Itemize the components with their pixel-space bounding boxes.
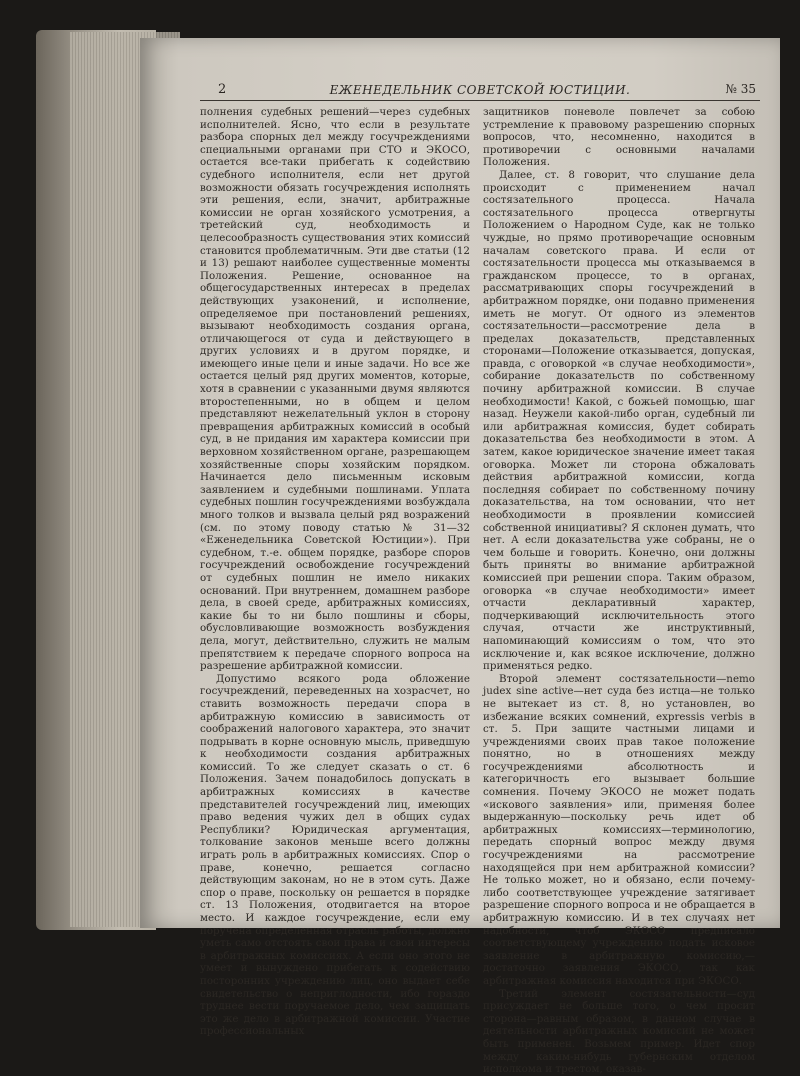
paragraph: полнения судебных решений—через судебных исполнителей. Ясно, что если в результате разбора спорных дел между госучреждениями специальными органами при СТО и ЭКОСО, остается все-таки прибегать к содействию судебного исполнителя, если нет другой возможности обязать госучреждения исполнять эти решения, если, значит, арбитражные комиссии не орган хозяйского усмотрения, а третейский суд, необходимость и целесообразность существования этих комиссий становится проблематичным. Эти две статьи (12 и 13) решают наиболее существенные моменты Положения. Решение, основанное на общегосударственных интересах в пределах действующих узаконений, и исполнение, определяемое при постановлений решениях, вызывают необходимость создания органа, отличающегося от суда и действующего в других условиях и в другом порядке, и имеющего иные цели и иные задачи. Но все же остается целый ряд других моментов, которые, хотя в сравнении с указанными двумя являются второстепенными, но в общем и целом представляют нежелательный уклон в сторону превращения арбитражных комиссий в особый суд, в не придания им характера комиссии при верховном хозяйственном органе, разрешающем хозяйственные споры хозяйским порядком. Начинается дело письменным исковым заявлением и судебными пошлинами. Уплата судебных пошлин госучреждениями возбуждала много толков и вызвала целый ряд возражений (см. по этому поводу статью № 31—32 «Еженедельника Советской Юстиции»). При судебном, т.-е. общем порядке, разборе споров госучреждений освобождение госучреждений от судебных пошлин не имело никаких оснований. При внутреннем, домашнем разборе дела, в своей среде, арбитражных комиссиях, какие бы то ни было пошлины и сборы, обусловливающие возможность возбуждения дела, могут, действительно, служить не малым препятствием к передаче спорного вопроса на разрешение арбитражной комиссии. [200, 106, 470, 673]
page-number: 2 [218, 82, 227, 97]
issue-number: № 35 [725, 82, 756, 96]
right-column [483, 106, 755, 1076]
paragraph: Далее, ст. 8 говорит, что слушание дела происходит с применением начал состязательного процесса. Начала состязательного процесса отвергнуты Положением о Народном Суде, как не только чуждые, но прямо противоречащие основным началам советского права. И если от состязательности процесса мы отказываемся в гражданском процессе, то в органах, рассматривающих споры госучреждений в арбитражном порядке, они подавно применения иметь не могут. От одного из элементов состязательности—рассмотрение дела в пределах доказательств, представленных сторонами—Положение отказывается, допуская, правда, с оговоркой «в случае необходимости», собирание доказательств по собственному почину арбитражной комиссии. В случае необходимости! Какой, с божьей помощью, шаг назад. Неужели какой-либо орган, судебный ли или арбитражная комиссия, будет собирать доказательства без необходимости в этом. А затем, какое юридическое значение имеет такая оговорка. Может ли сторона обжаловать действия арбитражной комиссии, когда последняя собирает по собственному почину доказательства, на том основании, что нет необходимости в проявлении комиссией собственной инициативы? Я склонен думать, что нет. А если доказательства уже собраны, не о чем больше и говорить. Конечно, они должны быть приняты во внимание арбитражной комиссией при решении спора. Таким образом, оговорка «в случае необходимости» имеет отчасти декларативный характер, подчеркивающий исключительность этого случая, отчасти же инструктивный, напоминающий комиссиям о том, что это исключение и, как всякое исключение, должно применяться редко. [483, 168, 755, 673]
paragraph: Допустимо всякого рода обложение госучреждений, переведенных на хозрасчет, но ставить возможность передачи спора в арбитражную комиссию в зависимость от соображений налогового характера, это значит подрывать в корне основную мысль, приведшую к необходимости создания арбитражных комиссий. То же следует сказать о ст. 6 Положения. Зачем понадобилось допускать в арбитражных комиссиях в качестве представителей госучреждений лиц, имеющих право ведения чужих дел в общих судах Республики? Юридическая аргументация, толкование законов меньше всего должны играть роль в арбитражных комиссиях. Спор о праве, конечно, решается согласно действующим законам, но не в этом суть. Даже спор о праве, поскольку он решается в порядке ст. 13 Положения, отодвигается на второе место. И каждое госучреждение, если ему поручена определенная отрасль работы, должно уметь само отстоять свои права и свои интересы в арбитражных комиссиях. А если оно этого не умеет и вынуждено прибегать к содействию посторонних учреждению лиц, оно выдает себе свидетельство о неприглодности, ибо гораздо труднее вести поручаемое дело, чем защищать это же дело в арбитражной комиссии. Участие профессиональных [200, 672, 470, 1038]
left-column [200, 106, 470, 1038]
paragraph: Третий элемент состязательности—суд присуждает не больше того, о чем просит сторона—равным образом, в данном случае в деятельности арбитражных комиссий не может быть применен. Возьмем пример. Идет спор между каким-нибудь губернским отделом исполкома и трестом, оказав- [483, 987, 755, 1076]
paragraph: защитников поневоле повлечет за собою устремление к правовому разрешению спорных вопросов, что, несомненно, находится в противоречии с основными началами Положения. [483, 106, 755, 169]
paragraph: Второй элемент состязательности—nemo judex sine active—нет суда без истца—не только не вытекает из ст. 8, но установлен, во избежание всяких сомнений, expressis verbis в ст. 5. При защите частными лицами и учреждениями своих прав такое положение понятно, но в отношениях между госучреждениями абсолютность и категоричность его вызывает большие сомнения. Почему ЭКОСО не может подать «искового заявления» или, применяя более выдержанную—поскольку речь идет об арбитражных комиссиях—терминологию, передать спорный вопрос между двумя госучреждениями на рассмотрение находящейся при нем арбитражной комиссии? Не только может, но и обязано, если почему-либо соответствующее учреждение затягивает разрешение спорного вопроса и не обращается в арбитражную комиссию. И в тех случаях нет надобности, чтоб ЭКОСО предписало соответствующему учреждению подать исковое заявление в арбитражную комиссию,—достаточно заявления ЭКОСО, так как арбитражная комиссия находится при ЭКОСО. [483, 672, 755, 987]
journal-title: ЕЖЕНЕДЕЛЬНИК СОВЕТСКОЙ ЮСТИЦИИ. [329, 83, 631, 97]
running-header [200, 82, 760, 101]
